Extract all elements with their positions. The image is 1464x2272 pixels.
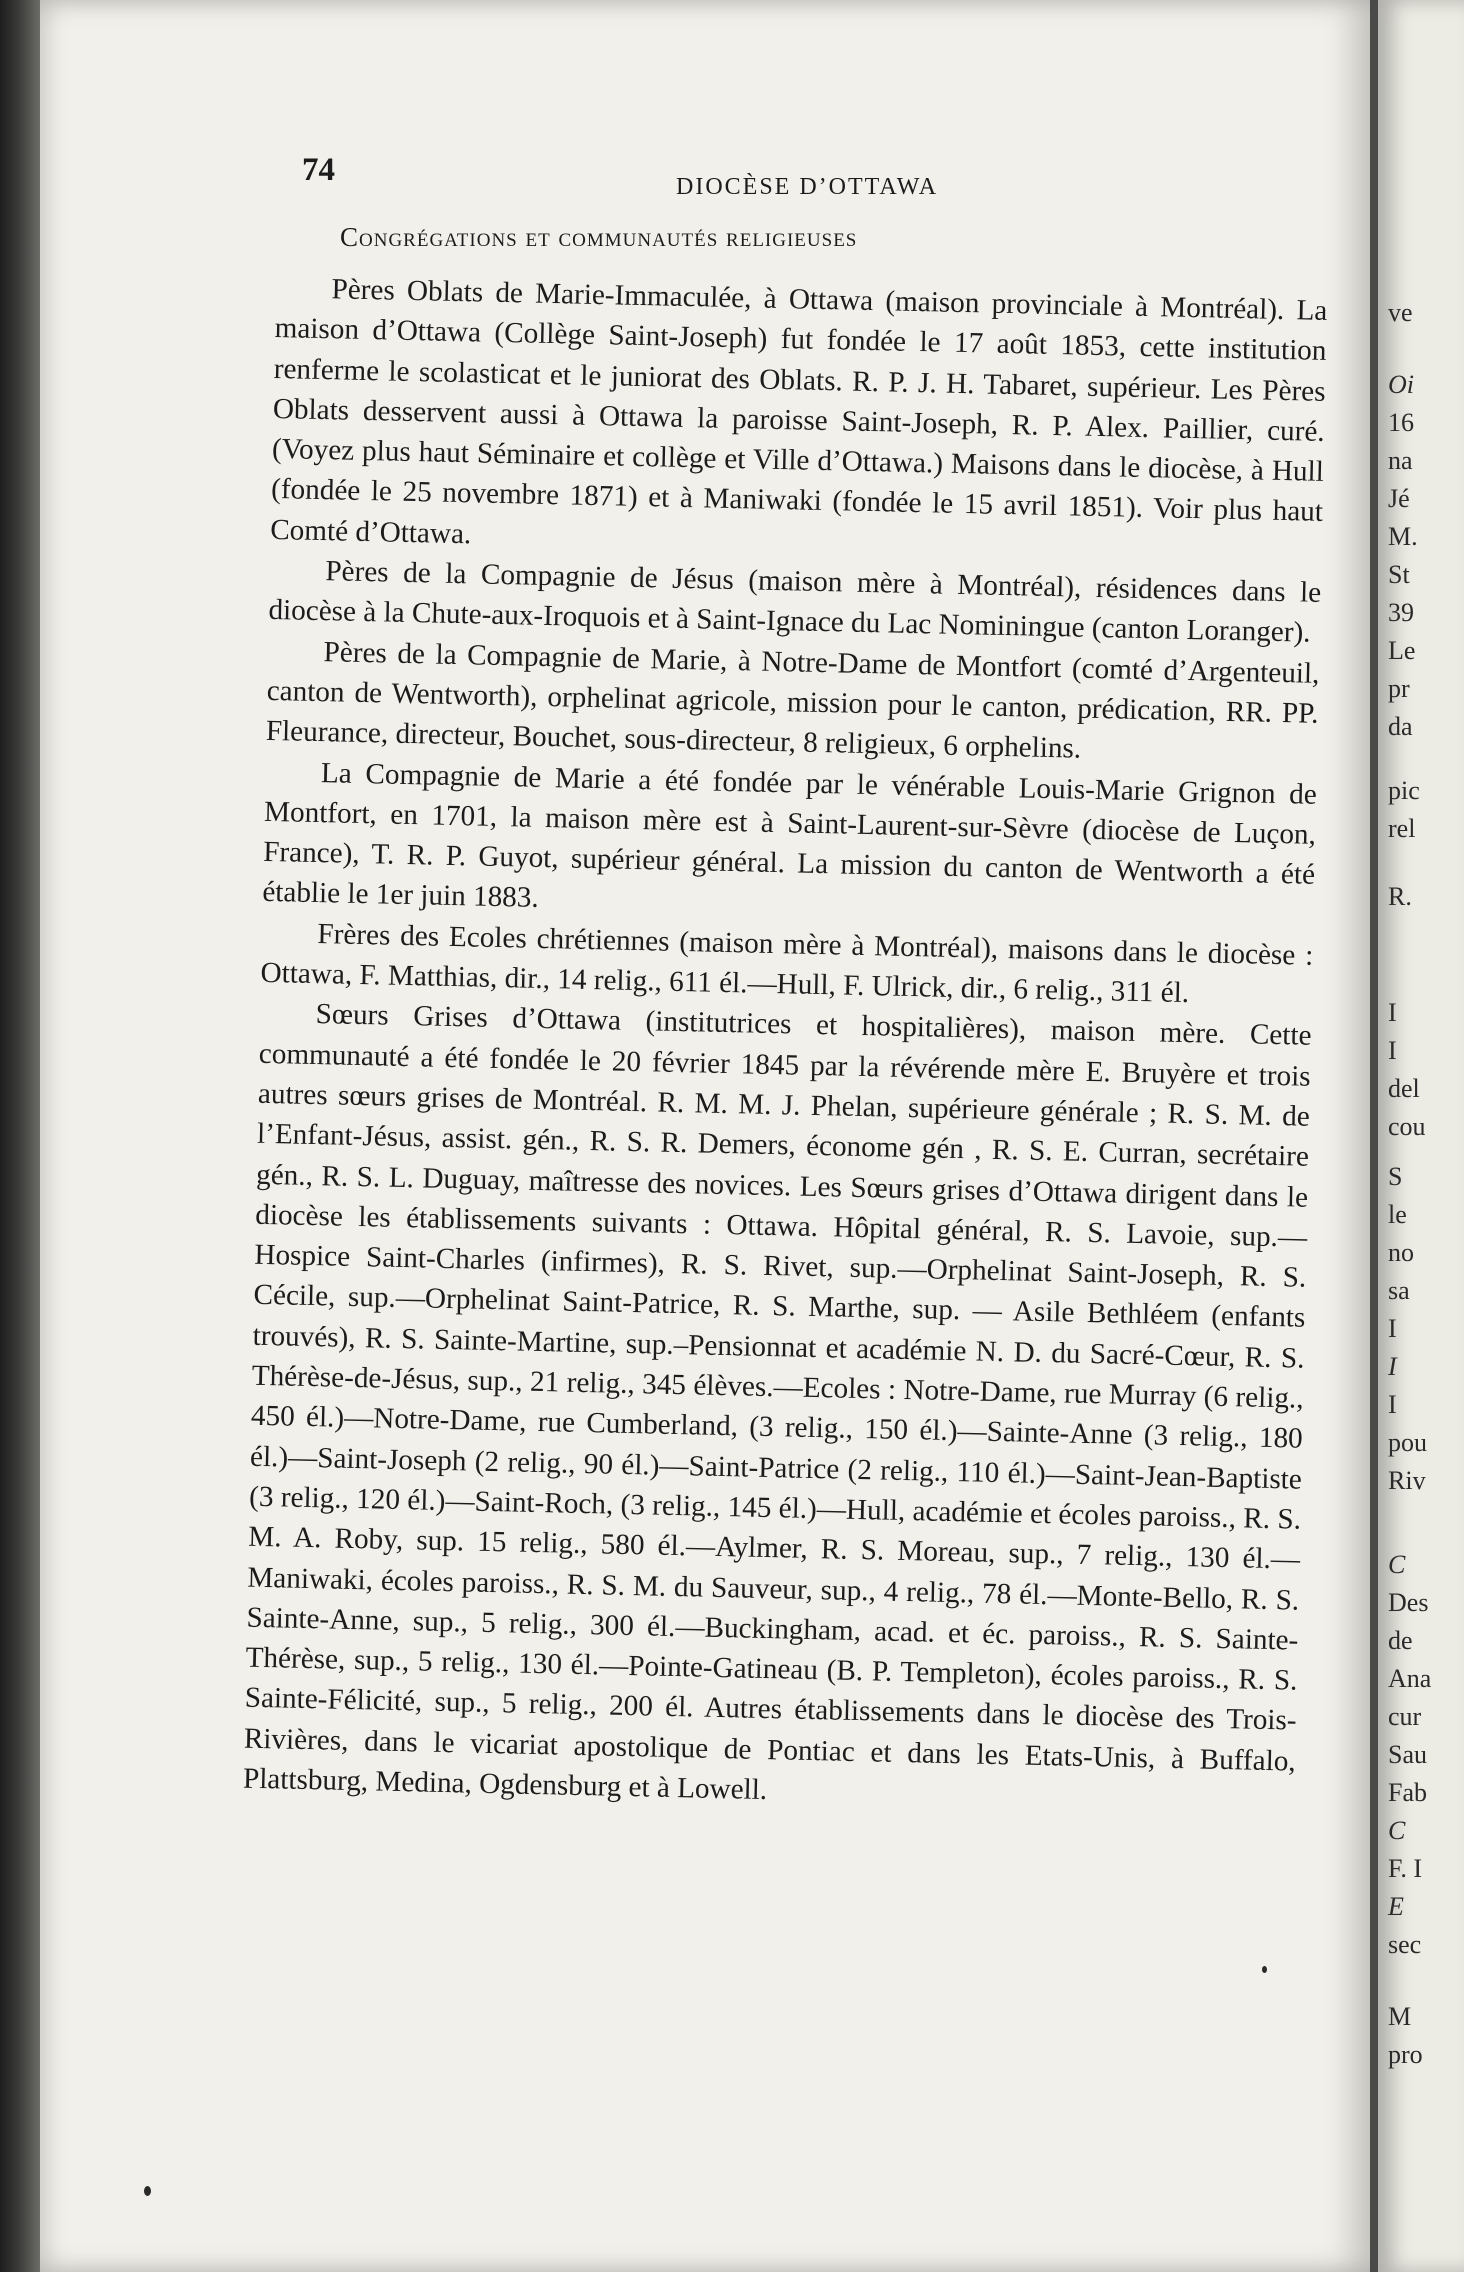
adjacent-fragment: C bbox=[1388, 1816, 1406, 1845]
paragraph-soeurs-grises: Sœurs Grises d’Ottawa (institutrices et hospitalières), maison mère. Cette communauté a été fondée le 20 février 1845 par la révérende mère E. Bruyère et trois autres sœurs grises de Montréal. R. M. M. J. Phelan, supérieure générale ; R. S. M. de l’Enfant-Jésus, assist. gén., R. S. R. Demers, économe gén , R. S. E. Curran, secrétaire gén., R. S. L. Duguay, maîtresse des novices. Les Sœurs grises d’Ottawa dirigent dans le diocèse les établissements suivants : Ottawa. Hôpital général, R. S. Lavoie, sup.—Hospice Saint-Charles (infirmes), R. S. Rivet, sup.—Orphelinat Saint-Joseph, R. S. Cécile, sup.—Orphelinat Saint-Patrice, R. S. Marthe, sup. — Asile Bethléem (enfants trouvés), R. S. Sainte-Martine, sup.–Pensionnat et académie N. D. du Sacré-Cœur, R. S. Thérèse-de-Jésus, sup., 21 relig., 345 élèves.—Ecoles : Notre-Dame, rue Murray (6 relig., 450 él.)—Notre-Dame, rue Cumberland, (3 relig., 150 él.)—Sainte-Anne (3 relig., 180 él.)—Saint-Joseph (2 relig., 90 él.)—Saint-Patrice (2 relig., 110 él.)—Saint-Jean-Baptiste (3 relig., 120 él.)—Saint-Roch, (3 relig., 145 él.)—Hull, académie et écoles paroiss., R. S. M. A. Roby, sup. 15 relig., 580 él.—Aylmer, R. S. Moreau, sup., 7 relig., 130 él.—Maniwaki, écoles paroiss., R. S. M. du Sauveur, sup., 4 relig., 78 él.—Monte-Bello, R. S. Sainte-Anne, sup., 5 relig., 300 él.—Buckingham, acad. et éc. paroiss., R. S. Sainte-Thérèse, sup., 5 relig., 130 él.—Pointe-Gatineau (B. P. Templeton), écoles paroiss., R. S. Sainte-Félicité, sup., 5 relig., 200 él. Autres établissements dans le diocèse des Trois-Rivières, dans le vicariat apostolique de Pontiac et dans les Etats-Unis, à Buffalo, Plattsburg, Medina, Ogdensburg et à Lowell. bbox=[242, 998, 1312, 1807]
adjacent-fragment: I bbox=[1388, 1390, 1397, 1419]
adjacent-fragment: rel bbox=[1388, 814, 1416, 843]
adjacent-fragment: Oi bbox=[1388, 370, 1414, 399]
ink-speck bbox=[144, 2186, 151, 2196]
adjacent-page-edge bbox=[1378, 0, 1464, 2272]
adjacent-fragment: no bbox=[1388, 1238, 1414, 1267]
adjacent-fragment: pr bbox=[1388, 674, 1410, 703]
adjacent-fragment: I bbox=[1388, 1352, 1397, 1381]
adjacent-fragment: St bbox=[1388, 560, 1410, 589]
adjacent-fragment: pou bbox=[1388, 1428, 1427, 1457]
adjacent-fragment: da bbox=[1388, 712, 1413, 741]
adjacent-fragment: na bbox=[1388, 446, 1413, 475]
adjacent-fragment: pic bbox=[1388, 776, 1420, 805]
paragraph-montfort: La Compagnie de Marie a été fondée par le vénérable Louis-Marie Grignon de Montfort, en 1701, la maison mère est à Saint-Laurent-sur-Sèvre (diocèse de Luçon, France), T. R. P. Guyot, supérieur général. La mission du canton de Wentworth a été établie le 1er juin 1883. bbox=[262, 756, 1318, 915]
adjacent-fragment: M. bbox=[1388, 522, 1418, 551]
section-title: Congrégations et communautés religieuses bbox=[340, 222, 858, 252]
adjacent-fragment: del bbox=[1388, 1074, 1420, 1103]
adjacent-fragment: Le bbox=[1388, 636, 1416, 665]
adjacent-fragment: 16 bbox=[1388, 408, 1414, 437]
adjacent-fragment: C bbox=[1388, 1550, 1406, 1579]
paragraph-compagnie-marie: Pères de la Compagnie de Marie, à Notre-Dame de Montfort (comté d’Argenteuil, canton de Wentworth), orphelinat agricole, mission pour le canton, prédication, RR. PP. Fleurance, directeur, Bouchet, sous-directeur, 8 religieux, 6 orphelins. bbox=[265, 635, 1320, 765]
paragraph-jesuites: Pères de la Compagnie de Jésus (maison mère à Montréal), résidences dans le diocèse à la Chute-aux-Iroquois et à Saint-Ignace du Lac Nominingue (canton Loranger). bbox=[268, 555, 1322, 650]
page-number: 74 bbox=[302, 152, 335, 188]
adjacent-fragment: sa bbox=[1388, 1276, 1410, 1305]
adjacent-fragment: Fab bbox=[1388, 1778, 1427, 1807]
adjacent-fragment: cou bbox=[1388, 1112, 1426, 1141]
adjacent-fragment: le bbox=[1388, 1200, 1407, 1229]
book-gutter bbox=[0, 0, 40, 2272]
adjacent-fragment: sec bbox=[1388, 1930, 1422, 1959]
body-text bbox=[243, 268, 1328, 1822]
adjacent-fragment: Des bbox=[1388, 1588, 1429, 1617]
adjacent-fragment: Sau bbox=[1388, 1740, 1427, 1769]
adjacent-fragment: Riv bbox=[1388, 1466, 1426, 1495]
running-head: DIOCÈSE D’OTTAWA bbox=[676, 174, 939, 200]
adjacent-fragment: I bbox=[1388, 1314, 1397, 1343]
adjacent-fragment: F. I bbox=[1388, 1854, 1423, 1883]
paragraph-oblats: Pères Oblats de Marie-Immaculée, à Ottawa (maison provinciale à Montréal). La maison d’Ottawa (Collège Saint-Joseph) fut fondée le 17 août 1853, cette institution renferme le scolasticat et le juniorat des Oblats. R. P. J. H. Tabaret, supérieur. Les Pères Oblats desservent aussi à Ottawa la paroisse Saint-Joseph, R. P. Alex. Paillier, curé. (Voyez plus haut Séminaire et collège et Ville d’Ottawa.) Maisons dans le diocèse, à Hull (fondée le 25 novembre 1871) et à Maniwaki (fondée le 15 avril 1851). Voir plus haut Comté d’Ottawa. bbox=[269, 273, 1328, 551]
adjacent-fragment: Ana bbox=[1388, 1664, 1432, 1693]
adjacent-fragment: pro bbox=[1388, 2040, 1423, 2069]
adjacent-fragment: ve bbox=[1388, 298, 1413, 327]
adjacent-fragment: S bbox=[1388, 1162, 1403, 1191]
book-page bbox=[40, 0, 1370, 2272]
adjacent-fragment: Jé bbox=[1388, 484, 1410, 513]
adjacent-fragment: E bbox=[1388, 1892, 1404, 1921]
adjacent-fragment: de bbox=[1388, 1626, 1413, 1655]
ink-speck bbox=[1262, 1966, 1267, 1973]
adjacent-fragment: I bbox=[1388, 1036, 1397, 1065]
adjacent-fragment: cur bbox=[1388, 1702, 1422, 1731]
adjacent-fragment: 39 bbox=[1388, 598, 1414, 627]
paragraph-freres-ecoles: Frères des Ecoles chrétiennes (maison mère à Montréal), maisons dans le diocèse : Ottawa, F. Matthias, dir., 14 relig., 611 él.—Hull, F. Ulrick, dir., 6 relig., 311 él. bbox=[260, 917, 1314, 1010]
adjacent-fragment: I bbox=[1388, 998, 1397, 1027]
adjacent-fragment: M bbox=[1388, 2002, 1412, 2031]
adjacent-fragment: R. bbox=[1388, 882, 1412, 911]
